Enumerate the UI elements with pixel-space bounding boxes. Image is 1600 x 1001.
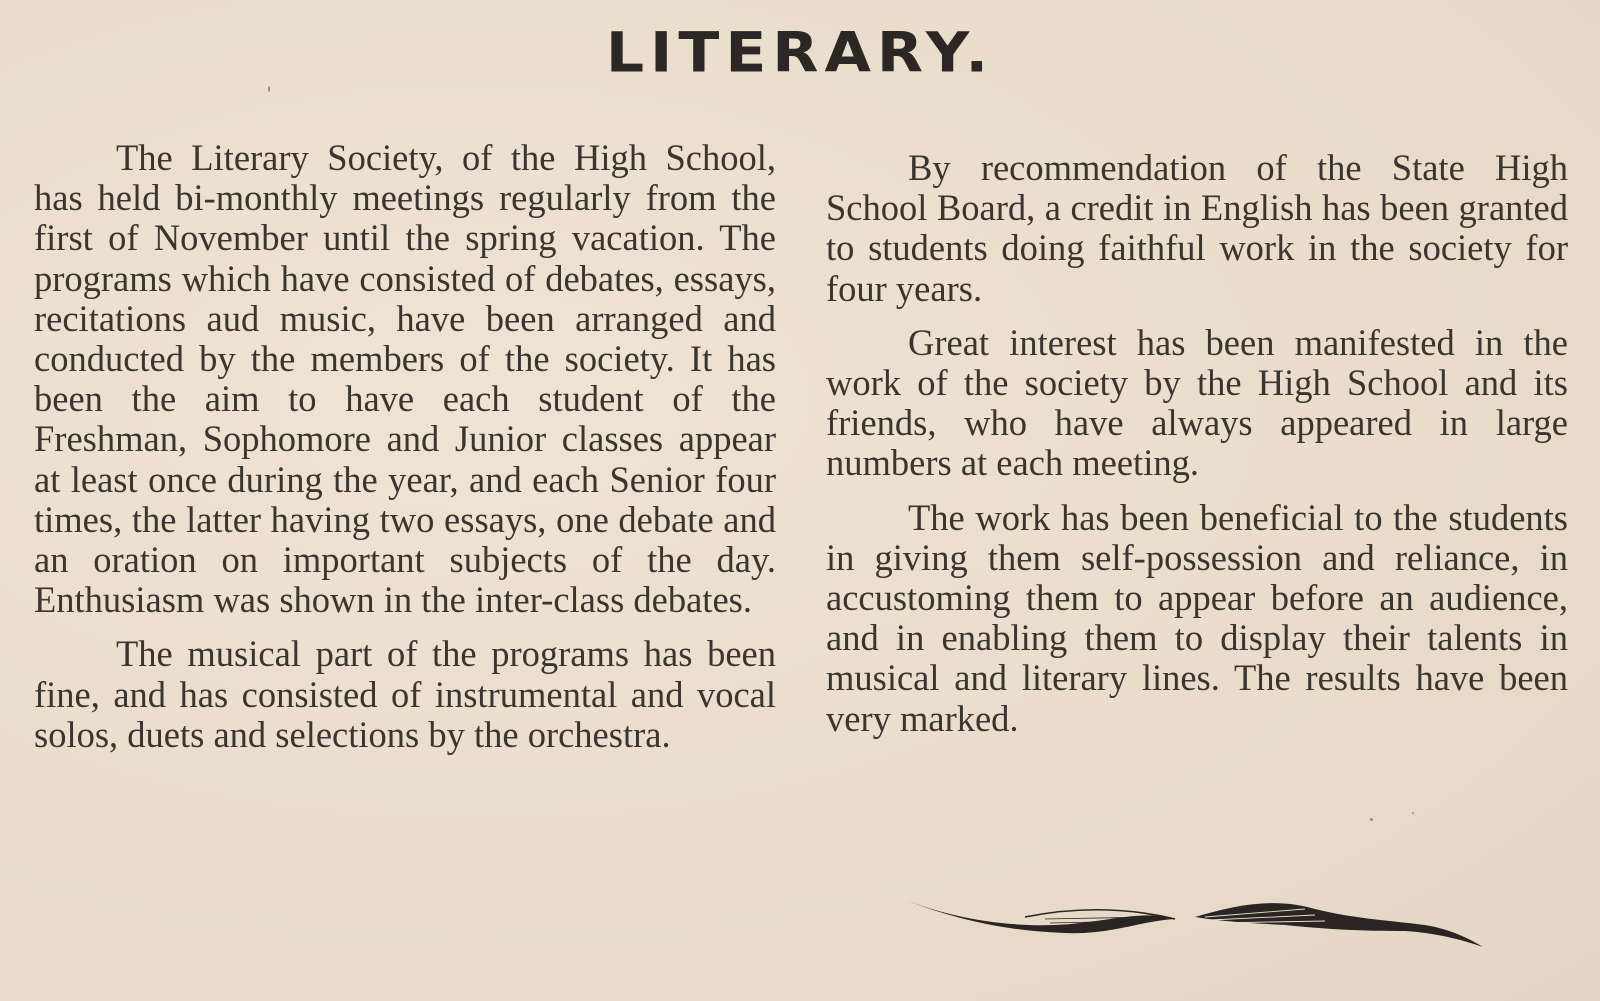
left-column [34,138,776,769]
paragraph-credit-english: By recommendation of the State High School Board, a credit in English has been granted to students doing faithful work in the society for four years. [826,147,1568,309]
paper-speck [1412,812,1414,814]
paragraph-beneficial-work: The work has been beneficial to the students in giving them self-possession and reliance, in accustoming them to appear before an audience, and in enabling them to display their talents in musical and literary lines. The results have been very marked. [826,496,1568,739]
page-title: LITERARY. [605,20,995,86]
right-column [826,148,1568,753]
paragraph-musical-part: The musical part of the programs has been fine, and has consisted of instrumental and vocal solos, duets and selections by the orchestra. [34,633,776,755]
paragraph-great-interest: Great interest has been manifested in the work of the society by the High School and its friends, who have always appeared in large numbers at each meeting. [826,321,1568,484]
paper-speck [1370,818,1373,821]
paper-speck [268,86,270,92]
paragraph-society-meetings: The Literary Society, of the High School, has held bi-monthly meetings regularly from the first of November until the spring vacation. The programs which have consisted of debates, essays, recitations aud music, have been arranged and conducted by the members of the society. It has been the aim to have each student of the Freshman, Sophomore and Junior classes appear at least once during the year, and each Senior four times, the latter having two essays, one debate and an oration on important subjects of the day. Enthusiasm was shown in the inter-class debates. [34,137,776,621]
decorative-flourish-icon [905,895,1485,955]
